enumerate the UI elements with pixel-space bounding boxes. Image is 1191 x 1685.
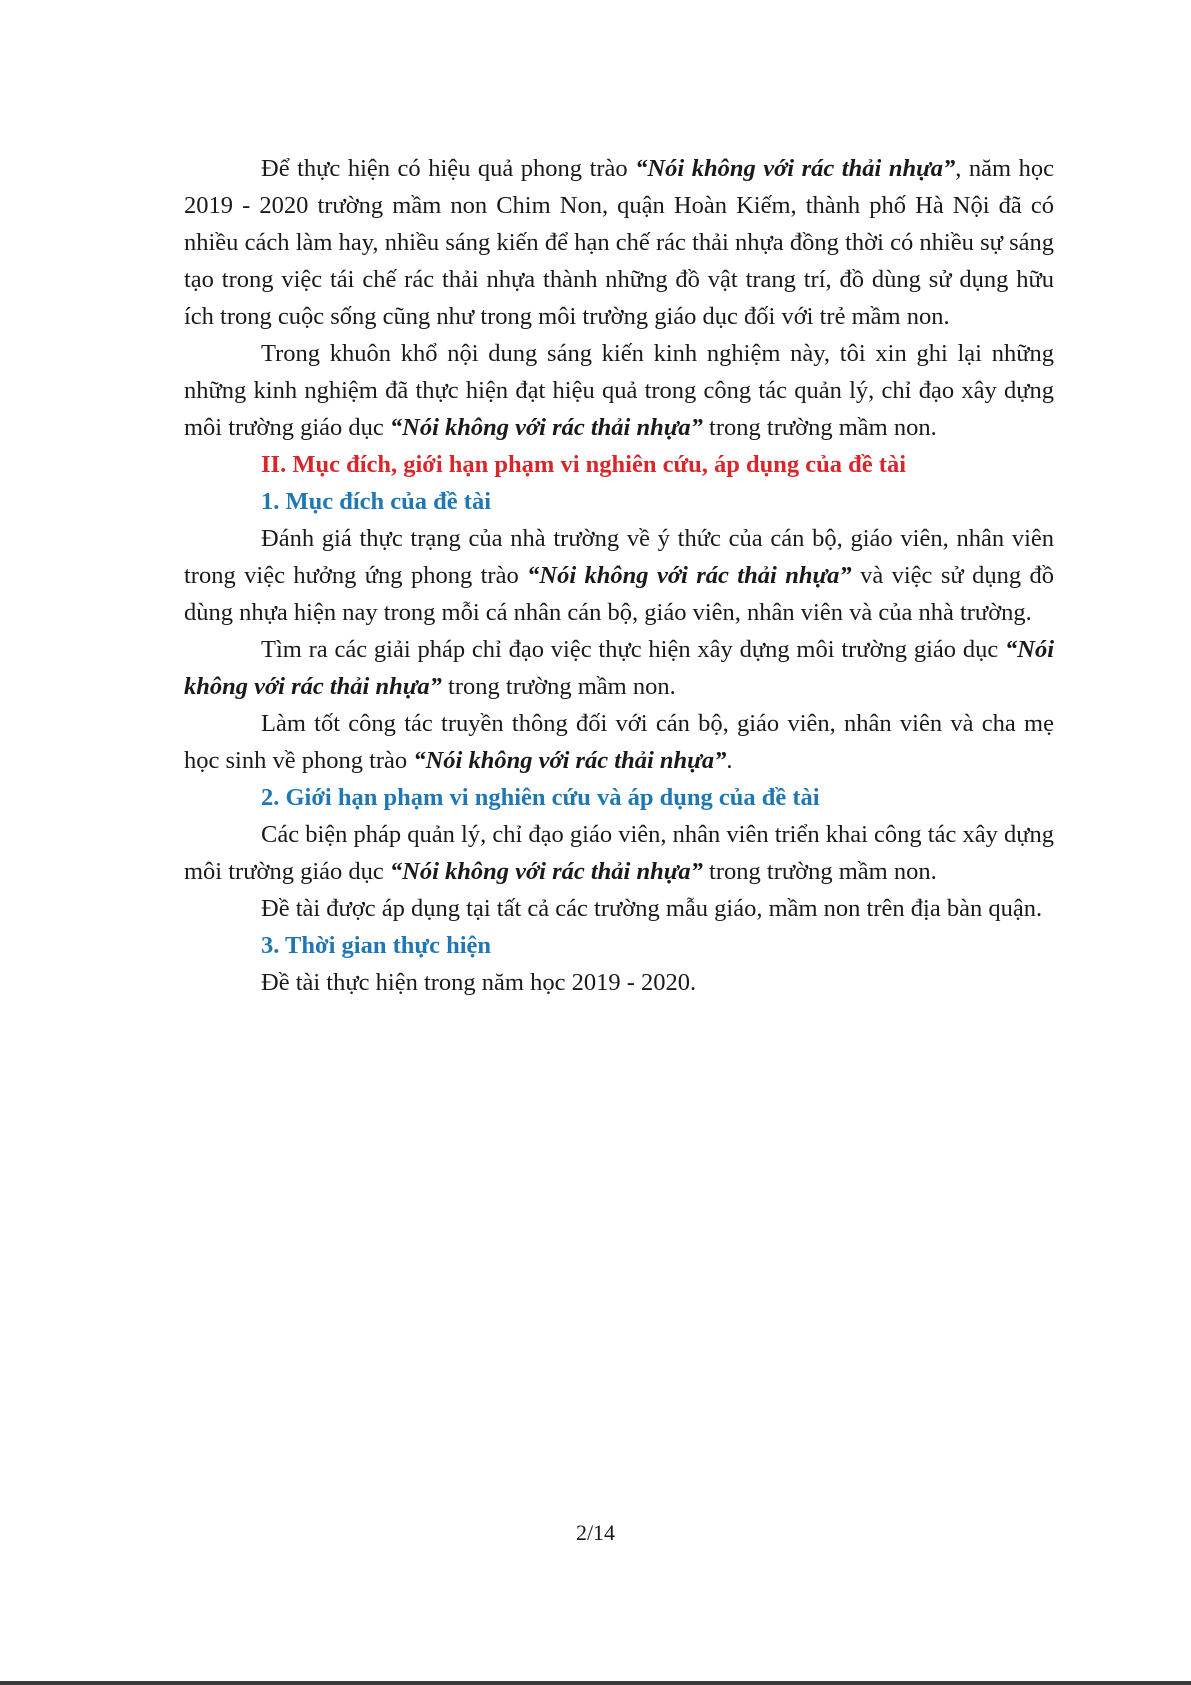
text-run: trong trường mầm non. (702, 414, 937, 441)
page-number: 2/14 (575, 1520, 616, 1545)
text-run: trong trường mầm non. (441, 673, 676, 700)
text-run: và việc sử dụng đồ dùng nhựa hiện nay trong mỗi cá nhân cán bộ, giáo viên, nhân viên và của nhà trường. (184, 562, 1054, 626)
paragraph-intro (184, 150, 1054, 335)
bottom-border (0, 1681, 1191, 1685)
paragraph-assessment (184, 520, 1054, 631)
text-run: Để thực hiện có hiệu quả phong trào (261, 155, 636, 182)
text-run: Làm tốt công tác truyền thông đối với cán bộ, giáo viên, nhân viên và cha mẹ học sinh về phong trào (184, 710, 1054, 774)
emphasis-slogan: “Nói không với rác thải nhựa” (635, 155, 956, 182)
paragraph-measures (184, 816, 1054, 890)
emphasis-slogan: “Nói không với rác thải nhựa” (413, 747, 727, 774)
subheading-purpose: 1. Mục đích của đề tài (261, 488, 492, 515)
paragraph-application: Đề tài được áp dụng tại tất cả các trường mẫu giáo, mầm non trên địa bàn quận. (261, 895, 1043, 922)
paragraph-communication (184, 705, 1054, 779)
section-heading-ii: II. Mục đích, giới hạn phạm vi nghiên cứu, áp dụng của đề tài (261, 451, 907, 478)
text-run: Các biện pháp quản lý, chỉ đạo giáo viên, nhân viên triển khai công tác xây dựng môi trường giáo dục (184, 821, 1054, 885)
document-page (184, 150, 1054, 1001)
text-run: . (726, 747, 733, 774)
subheading-timeline: 3. Thời gian thực hiện (261, 932, 491, 959)
paragraph-solutions (184, 631, 1054, 705)
subheading-limits: 2. Giới hạn phạm vi nghiên cứu và áp dụng của đề tài (261, 784, 820, 811)
emphasis-slogan: “Nói không với rác thải nhựa” (389, 414, 703, 441)
paragraph-scope (184, 335, 1054, 446)
emphasis-slogan: “Nói không với rác thải nhựa” (527, 562, 852, 589)
text-run: , năm học 2019 - 2020 trường mầm non Chim Non, quận Hoàn Kiếm, thành phố Hà Nội đã có nhiều cách làm hay, nhiều sáng kiến để hạn chế rác thải nhựa đồng thời có nhiều sự sáng tạo trong việc tái chế rác thải nhựa thành những đồ vật trang trí, đồ dùng sử dụng hữu ích trong cuộc sống cũng như trong môi trường giáo dục đối với trẻ mầm non. (184, 155, 1054, 330)
text-run: Đánh giá thực trạng của nhà trường về ý thức của cán bộ, giáo viên, nhân viên trong việc hưởng ứng phong trào (184, 525, 1054, 589)
emphasis-slogan: “Nói không với rác thải nhựa” (389, 858, 703, 885)
paragraph-timeline: Đề tài thực hiện trong năm học 2019 - 2020. (261, 969, 697, 996)
emphasis-slogan: “Nói không với rác thải nhựa” (184, 636, 1054, 700)
text-run: Trong khuôn khổ nội dung sáng kiến kinh nghiệm này, tôi xin ghi lại những những kinh nghiệm đã thực hiện đạt hiệu quả trong công tác quản lý, chỉ đạo xây dựng môi trường giáo dục (184, 340, 1054, 441)
text-run: trong trường mầm non. (702, 858, 937, 885)
text-run: Tìm ra các giải pháp chỉ đạo việc thực hiện xây dựng môi trường giáo dục (261, 636, 1005, 663)
